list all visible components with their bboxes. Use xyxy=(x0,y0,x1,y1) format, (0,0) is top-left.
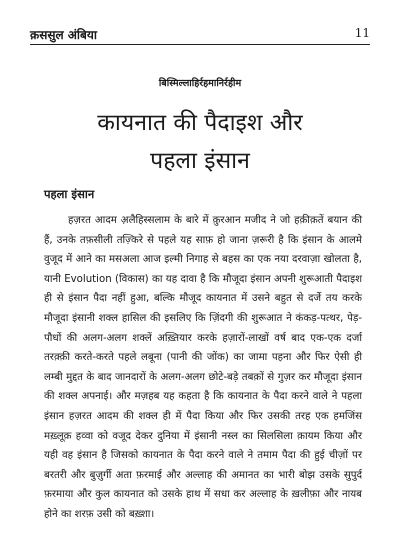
chapter-title-line-1: कायनात की पैदाइश और xyxy=(97,110,303,136)
page-header xyxy=(30,26,370,44)
running-title: क़ससुल अंबिया xyxy=(30,28,97,42)
paragraph-text: हज़रत आदम अ़लैहिस्सलाम के बारे में क़ुरआन मजीद ने जो हक़ीक़तें बयान की हैं, उनके तफ़सीली तज़्किरे से पहले यह साफ़ हो जाना ज़रूरी है कि इंसान के आलमे वुजूद में आने का मसअला आज इल्मी निगाह से बहस का एक नया दरवाज़ा खोलता है, यानी Evolution (विकास) का यह दावा है कि मौजूदा इंसान अपनी शुरूआती पैदाइश ही से इंसान पैदा नहीं हुआ, बल्कि मौजूद कायनात में उसने बहुत से दर्जे तय करके मौजूदा इंसानी शक्ल हासिल की इसलिए कि ज़िंदगी की शुरूआत ने कंकड़-पत्थर, पेड़-पौधों की अलग-अलग शक्लें अख़्तियार करके हज़ारों-लाखों वर्ष बाद एक-एक दर्जा तरक़्क़ी करते-करते पहले लबूना (पानी की जोंक) का जामा पहना और फिर ऐसी ही लम्बी मुद्दत के बाद जानदारों के अलग-अलग छोटे-बड़े तबक़ों से गुज़र कर मौजूदा इंसान की शक्ल अपनाई। और मज़हब यह कहता है कि कायनात के पैदा करने वाले ने पहला इंसान हज़रत आदम की शक्ल ही में पैदा किया और फिर उसकी तरह एक हमजिंस मख़्लूक़ हव्वा को वजूद देकर दुनिया में इंसानी नस्ल का सिलसिला क़ायम किया और यही वह इंसान है जिसको कायनात के पैदा करने वाले ने तमाम पैदा की हुई चीज़ों पर बरतरी और बुज़ुर्गी अता फ़रमाई और अल्लाह की अमानत का भारी बोझ उसके सुपुर्द फ़रमाया और कुल कायनात को उसके हाथ में सधा कर अल्लाह के ख़लीफ़ा और नायब होने का शरफ़ उसी को बख़्शा। xyxy=(44,215,362,520)
chapter-title-line-2: पहला इंसान xyxy=(150,148,250,174)
section-heading: पहला इंसान xyxy=(44,187,95,201)
header-rule xyxy=(30,44,370,45)
page-number: 11 xyxy=(354,26,370,40)
chapter-title xyxy=(0,104,400,180)
invocation-line: बिस्मिल्लाहिर्रहमानिर्रहीम xyxy=(158,78,242,89)
body-paragraph xyxy=(44,211,362,525)
